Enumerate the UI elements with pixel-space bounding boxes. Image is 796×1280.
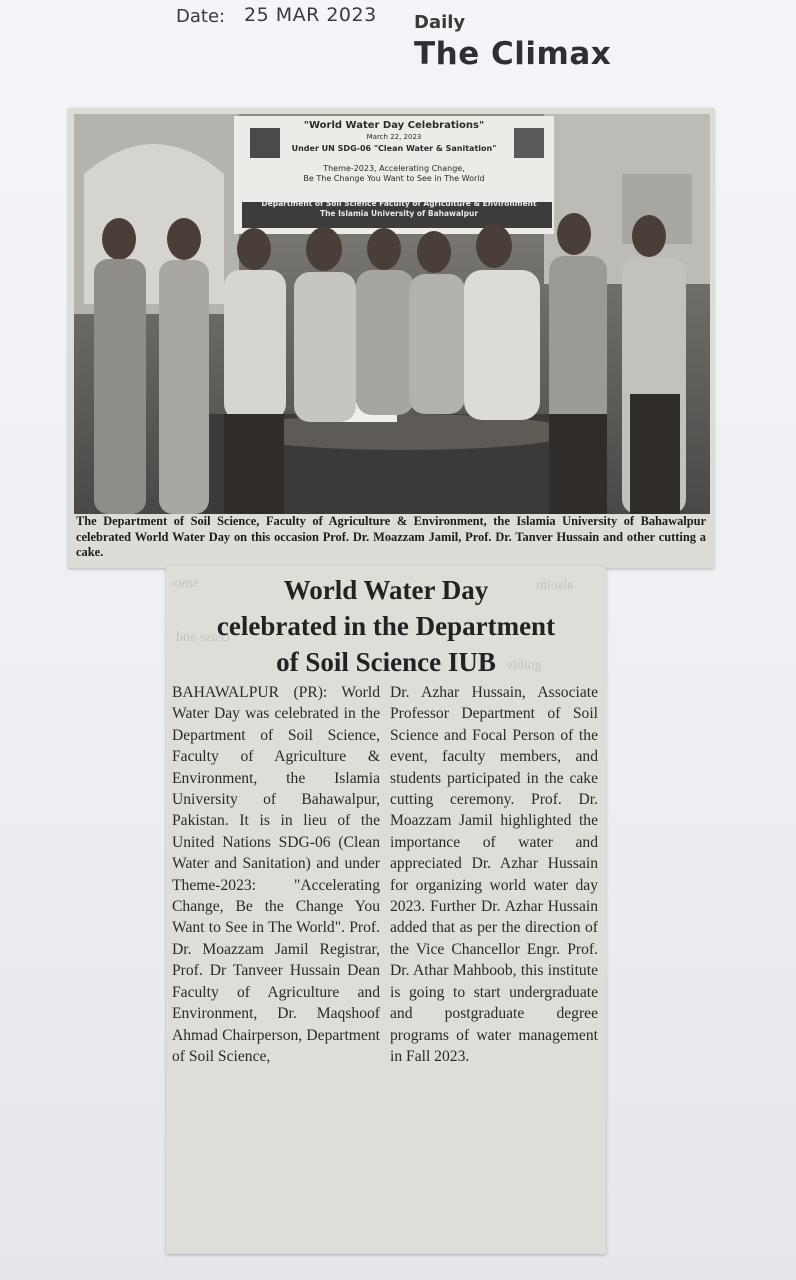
headline-line1: World Water Day (283, 575, 489, 605)
photo-caption: The Department of Soil Science, Faculty of Agriculture & Environment, the Islamia University of Bahawalpur celebrated World Water Day on this occasion Prof. Dr. Moazzam Jamil, Prof. Dr. Tanver Hussain and other cutting a cake. (76, 514, 706, 559)
banner-dept-line1: Department of Soil Science Faculty of Agriculture & Environment (261, 199, 537, 208)
date-label: Date: (176, 6, 226, 27)
paper-frequency: Daily (414, 12, 466, 33)
banner-theme-line2: Be The Change You Want to See in The World (303, 174, 485, 183)
event-photo (74, 114, 710, 514)
newspaper-name: The Climax (414, 36, 612, 72)
banner-department (244, 199, 554, 219)
banner-date: March 22, 2023 (366, 133, 422, 141)
headline-line3: of Soil Science IUB (276, 647, 496, 677)
article-headline (166, 572, 606, 680)
bleed-through-text: cease and (176, 630, 231, 645)
banner-theme-line1: Theme-2023, Accelerating Change, (323, 164, 465, 173)
headline-line2: celebrated in the Department (216, 611, 556, 641)
bleed-through-text: smo- (170, 576, 198, 591)
bleed-through-text: alsoim (536, 578, 574, 593)
article-clipping (166, 566, 606, 1254)
date-stamp: 25 MAR 2023 (244, 4, 377, 26)
photo-clipping (68, 108, 714, 568)
bleed-through-text: gnibiv (506, 658, 542, 673)
banner-theme (244, 164, 544, 184)
article-column-left: BAHAWALPUR (PR): World Water Day was celebrated in the Department of Soil Science, Faculty of Agriculture & Environment, the Islamia University of Bahawalpur, Pakistan. It is in lieu of the United Nations SDG-06 (Clean Water and Sanitation) and under Theme-2023: "Accelerating Change, Be the Change You Want to See in The World". Prof. Dr. Moazzam Jamil Registrar, Prof. Dr Tanveer Hussain Dean Faculty of Agriculture and Environment, Dr. Maqshoof Ahmad Chairperson, Department of Soil Science, (172, 684, 380, 1065)
article-column-right: Dr. Azhar Hussain, Associate Professor Department of Soil Science and Focal Person of the event, faculty members, and students participated in the cake cutting ceremony. Prof. Dr. Moazzam Jamil highlighted the importance of water and appreciated Dr. Azhar Hussain for organizing world water day 2023. Further Dr. Azhar Hussain added that as per the direction of the Vice Chancellor Engr. Prof. Dr. Athar Mahboob, this institute is going to start undergraduate and postgraduate degree programs of water management in Fall 2023. (390, 684, 598, 1065)
banner-title: "World Water Day Celebrations" (303, 120, 485, 131)
banner-dept-line2: The Islamia University of Bahawalpur (319, 209, 479, 218)
banner-sdg: Under UN SDG-06 "Clean Water & Sanitation" (291, 144, 497, 153)
